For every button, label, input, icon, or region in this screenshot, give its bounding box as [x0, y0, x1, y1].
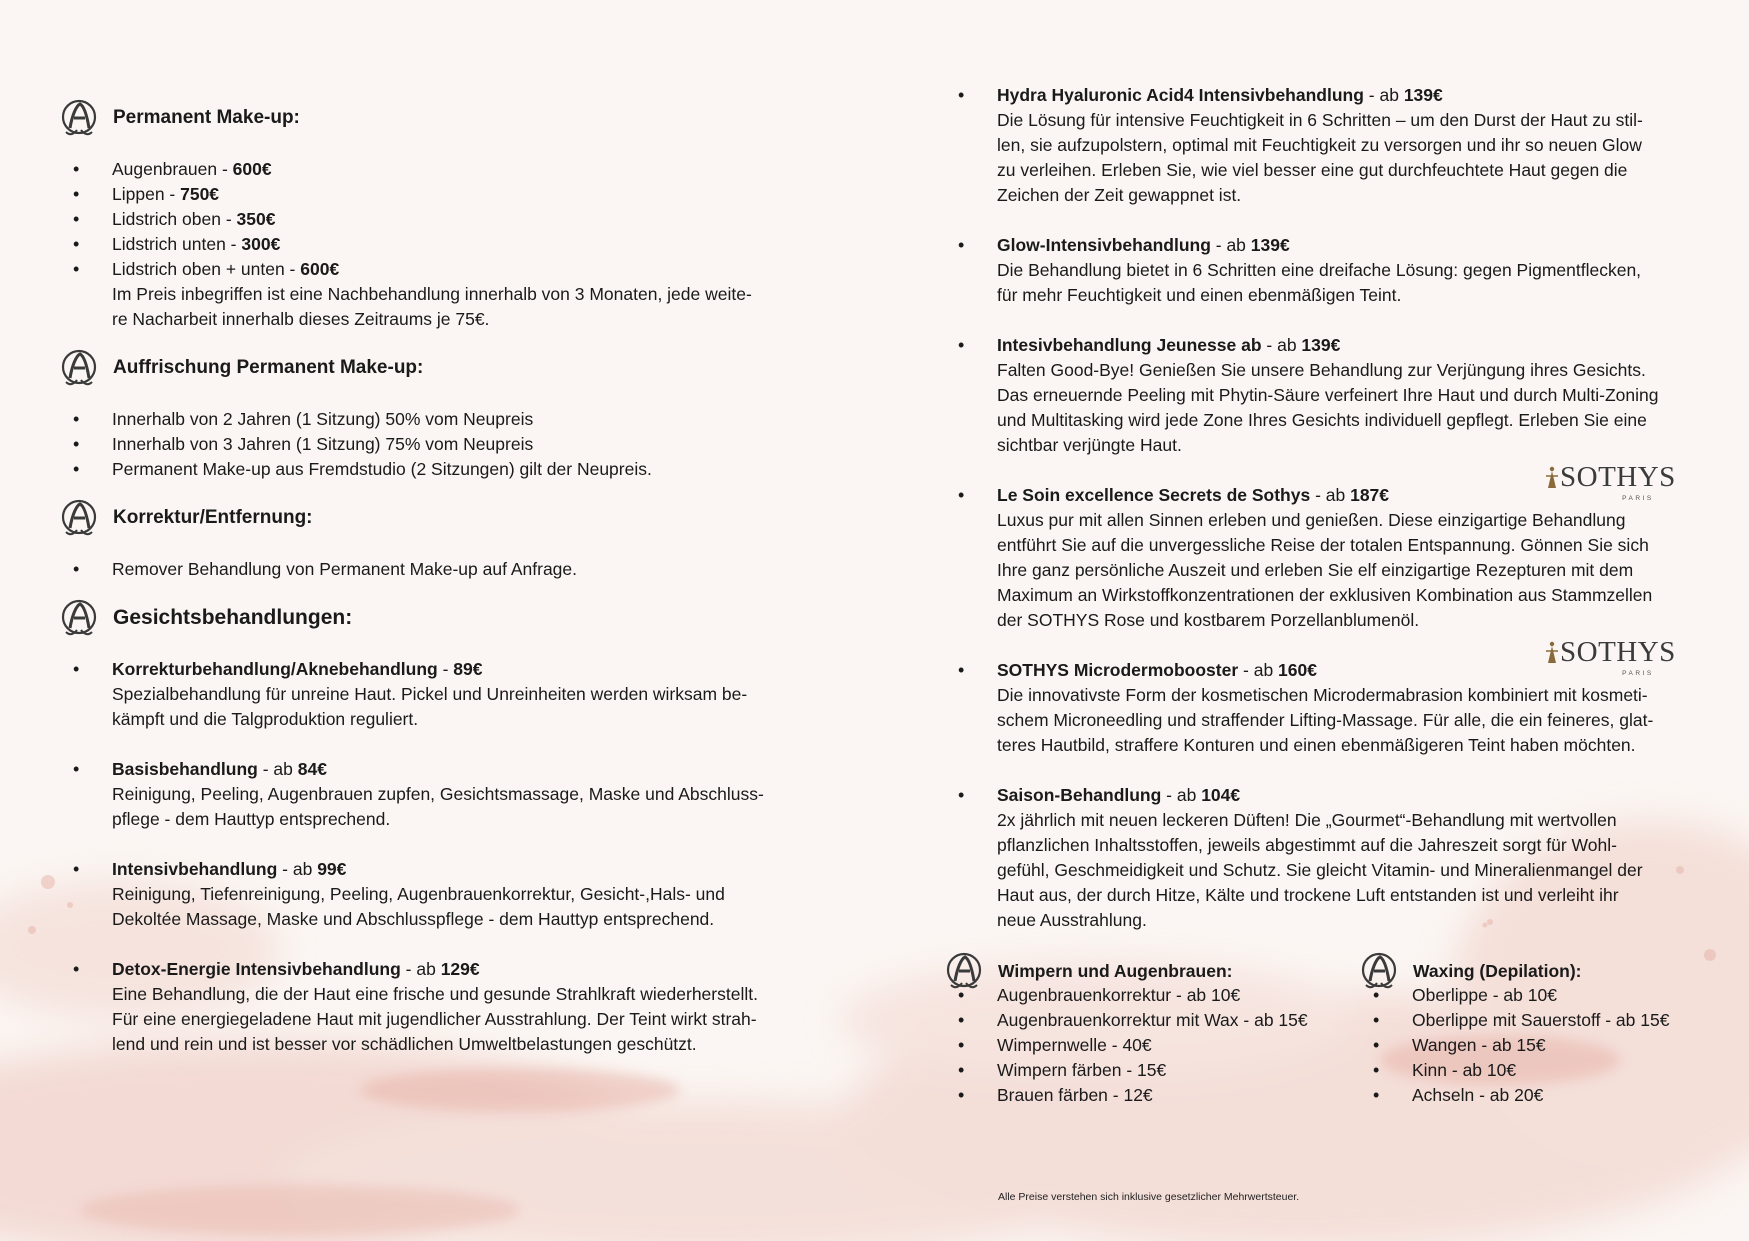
list-item: • Wimpern färben - 15€ — [945, 1058, 1308, 1083]
treatment-description: Die Behandlung bietet in 6 Schritten eine dreifache Lösung: gegen Pigmentflecken, für mehr Feuchtigkeit und einen ebenmäßigen Teint. — [997, 260, 1642, 305]
permanent-makeup-note — [112, 282, 752, 332]
auffrischung-list — [60, 407, 652, 482]
note-line: re Nacharbeit innerhalb dieses Zeitraums je 75€. — [112, 309, 490, 329]
vat-footnote: Alle Preise verstehen sich inklusive gesetzlicher Mehrwertsteuer. — [998, 1191, 1300, 1203]
list-item: • Wangen - ab 15€ — [1360, 1033, 1669, 1058]
waxing-list — [1360, 983, 1669, 1108]
treatment-item: • Detox-Energie Intensivbehandlung - ab 129€ Eine Behandlung, die der Haut eine frische und gesunde Strahlkraft wiederherstellt. Für eine energiegeladene Haut mit jugendlicher Ausstrahlung. Der Teint wirkt strah- lend und rein und ist besser vor schädlichen Umweltbelastungen geschützt. — [60, 957, 758, 1057]
treatment-description: Falten Good-Bye! Genießen Sie unsere Behandlung zur Verjüngung ihres Gesichts. Das erneuernde Peeling mit Phytin-Säure verfeinert Ihre Haut und durch Multi-Zoning und Multitasking wird jede Zone Ihres Gesichts individuell gepflegt. Erleben Sie eine sichtbar verjüngte Haut. — [997, 360, 1659, 455]
treatment-price: 139€ — [1301, 335, 1341, 355]
treatment-price: 84€ — [297, 759, 327, 779]
treatment-item: • Intensivbehandlung - ab 99€ Reinigung, Tiefenreinigung, Peeling, Augenbrauenkorrektur, Gesicht-,Hals- und Dekoltée Massage, Maske und Abschlusspflege - dem Hauttyp entsprechend. — [60, 857, 725, 932]
korrektur-list — [60, 557, 577, 582]
list-item: • Innerhalb von 3 Jahren (1 Sitzung) 75% vom Neupreis — [60, 432, 652, 457]
studio-monogram-icon — [60, 498, 98, 538]
section-title: Wimpern und Augenbrauen: — [998, 961, 1233, 981]
treatment-item: • Hydra Hyaluronic Acid4 Intensivbehandlung - ab 139€ Die Lösung für intensive Feuchtigkeit in 6 Schritten – um den Durst der Haut zu stil- len, sie aufzupolstern, optimal mit Feuchtigkeit zu versorgen und ihr so neuen Glow zu verleihen. Erleben Sie, wie viel besser eine gut durchfeuchtete Haut gegen die Zeichen der Zeit gewappnet ist. — [945, 83, 1643, 208]
treatment-name: Intensivbehandlung — [112, 859, 278, 879]
list-item: • Achseln - ab 20€ — [1360, 1083, 1669, 1108]
treatment-description: Eine Behandlung, die der Haut eine frische und gesunde Strahlkraft wiederherstellt. Für eine energiegeladene Haut mit jugendlicher Ausstrahlung. Der Teint wirkt strah- lend und rein und ist besser vor schädlichen Umweltbelastungen geschützt. — [112, 984, 758, 1054]
treatment-name: Hydra Hyaluronic Acid4 Intensivbehandlung — [997, 85, 1364, 105]
treatment-price: 129€ — [440, 959, 480, 979]
treatment-price: 139€ — [1250, 235, 1290, 255]
treatment-description: Luxus pur mit allen Sinnen erleben und genießen. Diese einzigartige Behandlung entführt Sie auf die unvergessliche Reise der totalen Entspannung. Gönnen Sie sich Ihre ganz persönliche Auszeit und erleben Sie elf einzigartige Rezepturen mit dem Maximum an Wirkstoffkonzentrationen der exklusiven Kombination aus Stammzellen der SOTHYS Rose und kostbarem Porzellanblumenöl. — [997, 510, 1653, 630]
treatment-description: 2x jährlich mit neuen leckeren Düften! Die „Gourmet“-Behandlung mit wertvollen pflanzlichen Inhaltsstoffen, jeweils abgestimmt auf die Jahreszeit sorgt für Wohl- gefühl, Geschmeidigkeit und Schutz. Sie gleicht Vitamin- und Mineralienmangel der Haut aus, der durch Hitze, Kälte und trockene Luft entstanden ist und verleiht ihr neue Ausstrahlung. — [997, 810, 1643, 930]
treatment-item: • Glow-Intensivbehandlung - ab 139€ Die Behandlung bietet in 6 Schritten eine dreifache Lösung: gegen Pigmentflecken, für mehr Feuchtigkeit und einen ebenmäßigen Teint. — [945, 233, 1641, 308]
treatment-price: 160€ — [1278, 660, 1317, 680]
studio-monogram-icon — [60, 98, 98, 138]
section-title: Permanent Make-up: — [113, 107, 300, 128]
treatment-description: Die Lösung für intensive Feuchtigkeit in 6 Schritten – um den Durst der Haut zu stil- len, sie aufzupolstern, optimal mit Feuchtigkeit zu versorgen und ihr so neuen Glow zu verleihen. Erleben Sie, wie viel besser eine gut durchfeuchtete Haut gegen die Zeichen der Zeit gewappnet ist. — [997, 110, 1643, 205]
list-item: • Lidstrich unten - 300€ — [60, 232, 339, 257]
treatment-name: Glow-Intensivbehandlung — [997, 235, 1211, 255]
treatment-description: Reinigung, Peeling, Augenbrauen zupfen, Gesichtsmassage, Maske und Abschluss- pflege - dem Hauttyp entsprechend. — [112, 784, 764, 829]
wimpern-list — [945, 983, 1308, 1108]
section-title: Gesichtsbehandlungen: — [113, 606, 353, 629]
treatment-description: Reinigung, Tiefenreinigung, Peeling, Augenbrauenkorrektur, Gesicht-,Hals- und Dekoltée Massage, Maske und Abschlusspflege - dem Hauttyp entsprechend. — [112, 884, 725, 929]
list-item: • Lippen - 750€ — [60, 182, 339, 207]
treatment-description: Spezialbehandlung für unreine Haut. Pickel und Unreinheiten werden wirksam be- kämpft und die Talgproduktion reguliert. — [112, 684, 748, 729]
treatment-price: 104€ — [1201, 785, 1241, 805]
treatment-name: Detox-Energie Intensivbehandlung — [112, 959, 401, 979]
list-item: • Permanent Make-up aus Fremdstudio (2 Sitzungen) gilt der Neupreis. — [60, 457, 652, 482]
list-item: • Lidstrich oben + unten - 600€ — [60, 257, 339, 282]
treatment-item: • Basisbehandlung - ab 84€ Reinigung, Peeling, Augenbrauen zupfen, Gesichtsmassage, Maske und Abschluss- pflege - dem Hauttyp entsprechend. — [60, 757, 764, 832]
list-item: • Kinn - ab 10€ — [1360, 1058, 1669, 1083]
treatment-item: • SOTHYS Microdermobooster - ab 160€ Die innovativste Form der kosmetischen Microdermabrasion kombiniert mit kosmeti- schem Microneedling und straffender Lifting-Massage. Für alle, die ein feineres, glat- teres Hautbild, straffere Konturen und einen ebenmäßigeren Teint haben möchten. — [945, 658, 1653, 758]
treatment-item: • Korrekturbehandlung/Aknebehandlung - 89€ Spezialbehandlung für unreine Haut. Pickel und Unreinheiten werden wirksam be- kämpft und die Talgproduktion reguliert. — [60, 657, 747, 732]
list-item: • Oberlippe mit Sauerstoff - ab 15€ — [1360, 1008, 1669, 1033]
section-title: Waxing (Depilation): — [1413, 961, 1582, 981]
list-item: • Innerhalb von 2 Jahren (1 Sitzung) 50% vom Neupreis — [60, 407, 652, 432]
section-title: Auffrischung Permanent Make-up: — [113, 357, 424, 378]
note-line: Im Preis inbegriffen ist eine Nachbehandlung innerhalb von 3 Monaten, jede weite- — [112, 284, 752, 304]
treatment-price: 187€ — [1350, 485, 1390, 505]
treatment-price: 99€ — [317, 859, 347, 879]
treatment-price: 89€ — [453, 659, 483, 679]
treatment-name: SOTHYS Microdermobooster — [997, 660, 1239, 680]
treatment-price: 139€ — [1403, 85, 1443, 105]
list-item: • Augenbrauenkorrektur mit Wax - ab 15€ — [945, 1008, 1308, 1033]
list-item: • Remover Behandlung von Permanent Make-up auf Anfrage. — [60, 557, 577, 582]
list-item: • Augenbrauenkorrektur - ab 10€ — [945, 983, 1308, 1008]
list-item: • Lidstrich oben - 350€ — [60, 207, 339, 232]
treatment-description: Die innovativste Form der kosmetischen Microdermabrasion kombiniert mit kosmeti- schem Microneedling und straffender Lifting-Massage. Für alle, die ein feineres, glat- teres Hautbild, straffere Konturen und einen ebenmäßigeren Teint haben möchten. — [997, 685, 1654, 755]
treatment-item: • Saison-Behandlung - ab 104€ 2x jährlich mit neuen leckeren Düften! Die „Gourmet“-Behandlung mit wertvollen pflanzlichen Inhaltsstoffen, jeweils abgestimmt auf die Jahreszeit sorgt für Wohl- gefühl, Geschmeidigkeit und Schutz. Sie gleicht Vitamin- und Mineralienmangel der Haut aus, der durch Hitze, Kälte und trockene Luft entstanden ist und verleiht ihr neue Ausstrahlung. — [945, 783, 1643, 933]
treatment-item: • Intesivbehandlung Jeunesse ab - ab 139€ Falten Good-Bye! Genießen Sie unsere Behandlung zur Verjüngung ihres Gesichts. Das erneuernde Peeling mit Phytin-Säure verfeinert Ihre Haut und durch Multi-Zoning und Multitasking wird jede Zone Ihres Gesichts individuell gepflegt. Erleben Sie eine sichtbar verjüngte Haut. — [945, 333, 1658, 458]
studio-monogram-icon — [60, 348, 98, 388]
treatment-name: Basisbehandlung — [112, 759, 258, 779]
treatment-name: Saison-Behandlung — [997, 785, 1162, 805]
studio-monogram-icon — [60, 598, 98, 638]
sothys-logo: SOTHYS PARIS — [1560, 637, 1676, 677]
treatment-name: Intesivbehandlung Jeunesse ab — [997, 335, 1262, 355]
section-title: Korrektur/Entfernung: — [113, 507, 313, 528]
treatment-name: Korrekturbehandlung/Aknebehandlung — [112, 659, 438, 679]
list-item: • Brauen färben - 12€ — [945, 1083, 1308, 1108]
permanent-makeup-list — [60, 157, 339, 282]
list-item: • Augenbrauen - 600€ — [60, 157, 339, 182]
list-item: • Wimpernwelle - 40€ — [945, 1033, 1308, 1058]
treatment-name: Le Soin excellence Secrets de Sothys — [997, 485, 1311, 505]
treatment-item: • Le Soin excellence Secrets de Sothys - ab 187€ Luxus pur mit allen Sinnen erleben und genießen. Diese einzigartige Behandlung entführt Sie auf die unvergessliche Reise der totalen Entspannung. Gönnen Sie sich Ihre ganz persönliche Auszeit und erleben Sie elf einzigartige Rezepturen mit dem Maximum an Wirkstoffkonzentrationen der exklusiven Kombination aus Stammzellen der SOTHYS Rose und kostbarem Porzellanblumenöl. — [945, 483, 1652, 633]
list-item: • Oberlippe - ab 10€ — [1360, 983, 1669, 1008]
sothys-logo: SOTHYS PARIS — [1560, 462, 1676, 502]
